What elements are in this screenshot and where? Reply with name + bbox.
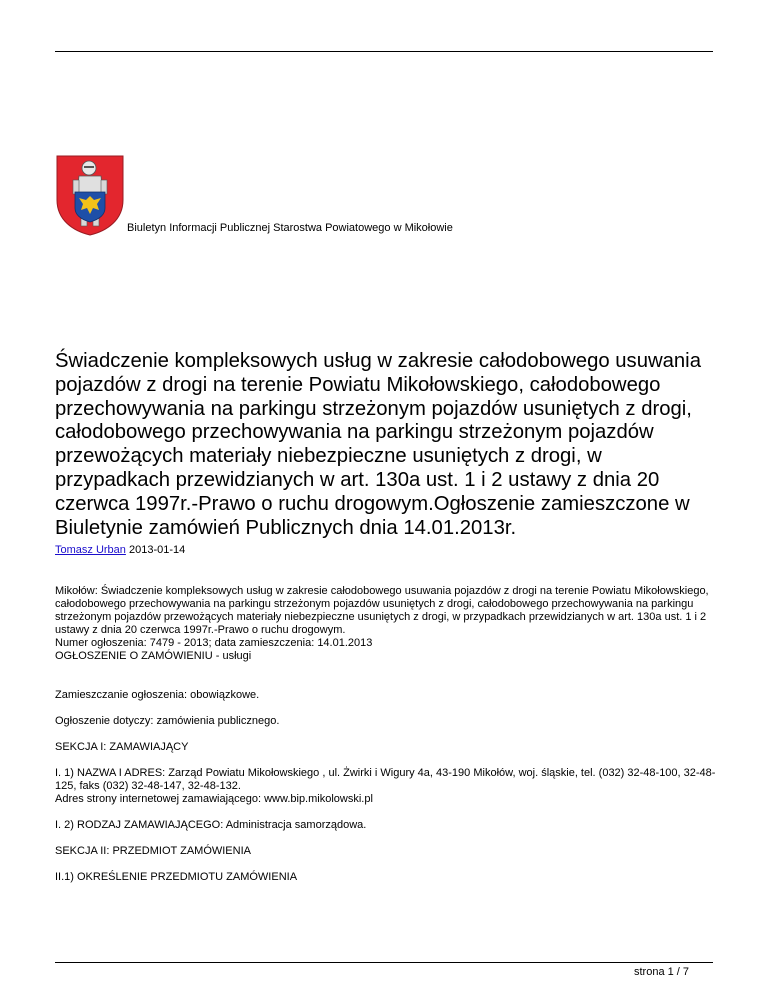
intro-paragraph: Mikołów: Świadczenie kompleksowych usług w zakresie całodobowego usuwania pojazdów z drogi na terenie Powiatu Mikołowskiego, całodobowego przechowywania na parkingu strzeżonym pojazdów usuniętych z drogi, całodobowego przechowywania na parkingu strzeżonym pojazdów przewożących materiały niebezpieczne usuniętych z drogi, w przypadkach przewidzianych w art. 130a ust. 1 i 2 ustawy z dnia 20 czerwca 1997r.-Prawo o ruchu drogowym. <box>55 585 709 636</box>
notice-body <box>55 585 717 884</box>
section-2-heading: SEKCJA II: PRZEDMIOT ZAMÓWIENIA <box>55 845 251 857</box>
author-link[interactable]: Tomasz Urban <box>55 544 126 556</box>
page-number: strona 1 / 7 <box>634 966 690 978</box>
publish-date: 2013-01-14 <box>128 544 186 556</box>
footer-rule <box>55 962 713 963</box>
coat-of-arms-icon <box>55 154 125 236</box>
byline <box>55 544 185 556</box>
section-1-heading: SEKCJA I: ZAMAWIAJĄCY <box>55 741 189 753</box>
bip-header-label: Biuletyn Informacji Publicznej Starostwa Powiatowego w Mikołowie <box>127 222 453 234</box>
concerns-line: Ogłoszenie dotyczy: zamówienia publicznego. <box>55 715 280 727</box>
obligation-line: Zamieszczanie ogłoszenia: obowiązkowe. <box>55 689 260 701</box>
header-rule <box>55 51 713 52</box>
section-2-1: II.1) OKREŚLENIE PRZEDMIOTU ZAMÓWIENIA <box>55 871 298 883</box>
page-title: Świadczenie kompleksowych usług w zakresie całodobowego usuwania pojazdów z drogi na terenie Powiatu Mikołowskiego, całodobowego przechowywania na parkingu strzeżonym pojazdów usuniętych z drogi, całodobowego przechowywania na parkingu strzeżonym pojazdów przewożących materiały niebezpieczne usuniętych z drogi, w przypadkach przewidzianych w art. 130a ust. 1 i 2 ustawy z dnia 20 czerwca 1997r.-Prawo o ruchu drogowym.Ogłoszenie zamieszczone w Biuletynie zamówień Publicznych dnia 14.01.2013r. <box>55 350 701 539</box>
notice-number: Numer ogłoszenia: 7479 - 2013; data zamieszczenia: 14.01.2013 <box>55 637 373 649</box>
notice-type: OGŁOSZENIE O ZAMÓWIENIU - usługi <box>55 650 252 662</box>
section-1-1: I. 1) NAZWA I ADRES: Zarząd Powiatu Mikołowskiego , ul. Żwirki i Wigury 4a, 43-190 Mikołów, woj. śląskie, tel. (032) 32-48-100, 32-48-125, faks (032) 32-48-147, 32-48-132. <box>55 767 716 792</box>
section-1-2: I. 2) RODZAJ ZAMAWIAJĄCEGO: Administracja samorządowa. <box>55 819 367 831</box>
website-line: Adres strony internetowej zamawiającego: www.bip.mikolowski.pl <box>55 793 373 805</box>
